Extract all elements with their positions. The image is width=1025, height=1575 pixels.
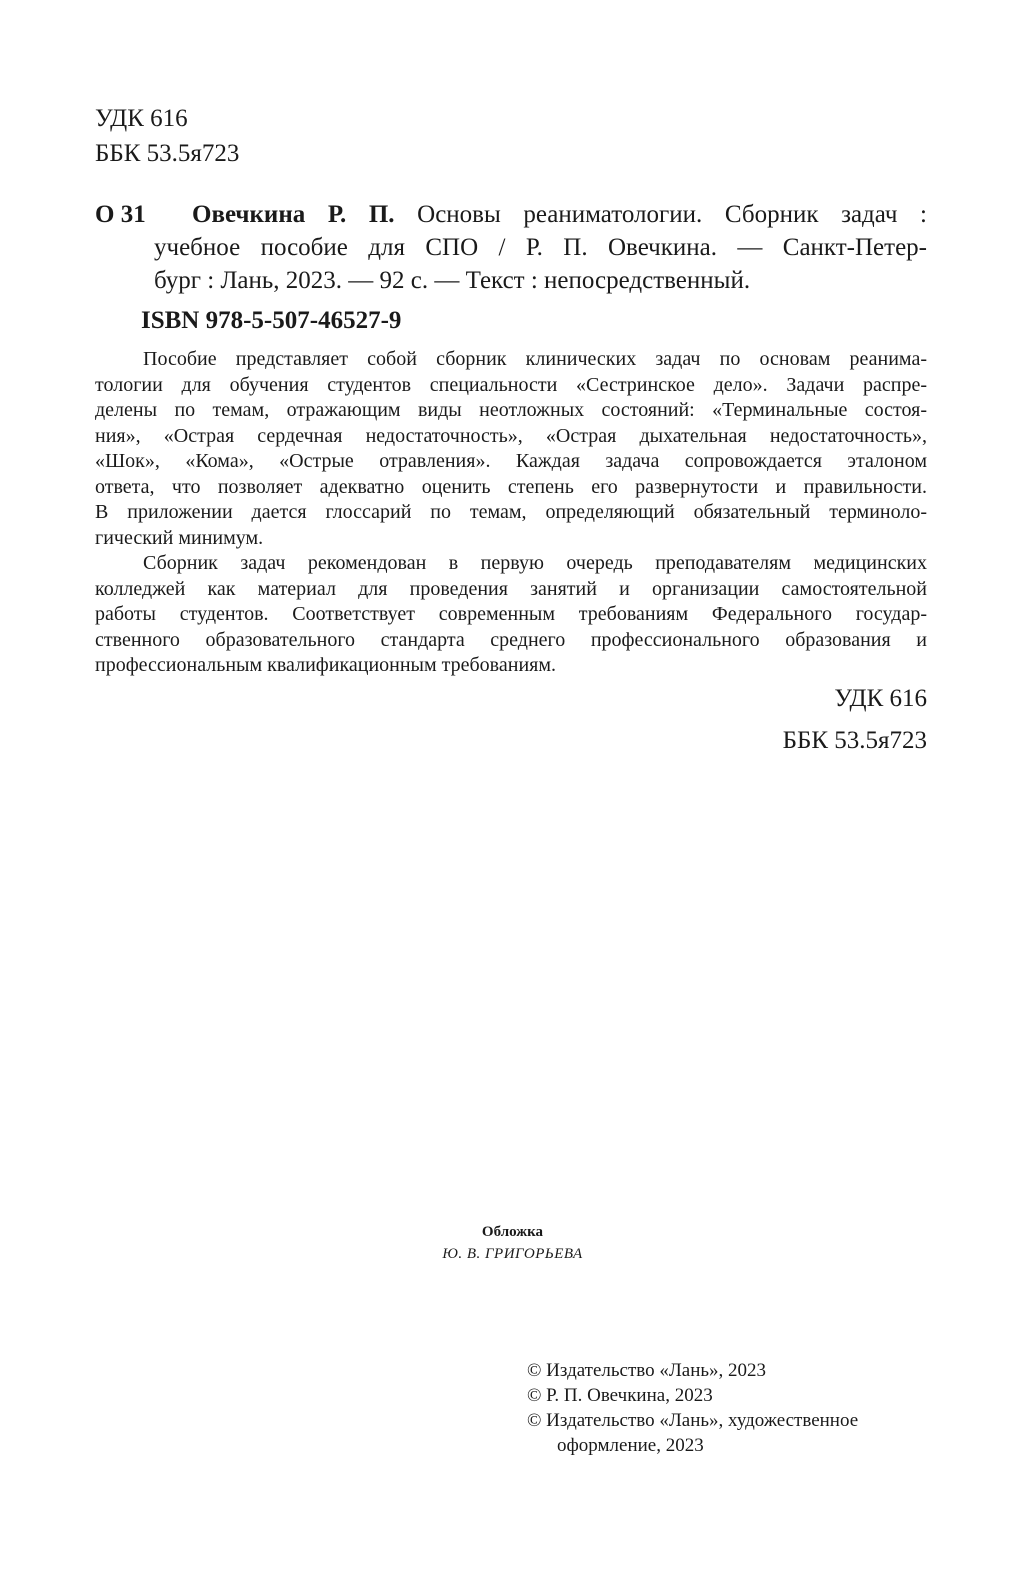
bibliographic-entry (154, 198, 927, 297)
abstract-line: Пособие представляет собой сборник клинических задач по основам реанима- (143, 348, 927, 370)
bibliographic-line-1 (154, 198, 927, 231)
bbk-top: ББК 53.5я723 (95, 140, 240, 167)
abstract-line: делены по темам, отражающим виды неотложных состояний: «Терминальные состоя- (95, 399, 927, 421)
author-sign-code: О 31 (95, 201, 146, 228)
abstract-line: В приложении дается глоссарий по темам, определяющий обязательный терминоло- (95, 501, 927, 523)
abstract-line: гический минимум. (95, 526, 264, 549)
abstract-line: колледжей как материал для проведения занятий и организации самостоятельной (95, 577, 927, 600)
copyright-publisher: © Издательство «Лань», 2023 (527, 1360, 767, 1381)
udk-top: УДК 616 (95, 105, 188, 132)
udk-bottom: УДК 616 (834, 685, 927, 712)
cover-designer: Ю. В. ГРИГОРЬЕВА (442, 1246, 583, 1262)
abstract-line: Сборник задач рекомендован в первую очередь преподавателям медицинских (143, 552, 927, 574)
copyright-design-continued: оформление, 2023 (557, 1435, 704, 1456)
abstract-line: работы студентов. Соответствует современным требованиям Федерального государ- (95, 603, 927, 625)
bibliographic-record (95, 198, 927, 297)
isbn: ISBN 978-5-507-46527-9 (141, 307, 402, 334)
bibliographic-line-2: учебное пособие для СПО / Р. П. Овечкина. — Санкт-Петер- (154, 234, 927, 261)
copyright-design: © Издательство «Лань», художественное (527, 1410, 859, 1431)
book-title: Основы реаниматологии. Сборник задач : (417, 201, 927, 228)
abstract-line: «Шок», «Кома», «Острые отравления». Каждая задача сопровождается эталоном (95, 450, 927, 472)
copyright-author: © Р. П. Овечкина, 2023 (527, 1385, 713, 1406)
abstract-line: профессиональным квалификационным требованиям. (95, 654, 556, 676)
cover-label (0, 1222, 1025, 1242)
author-name: Овечкина Р. П. (192, 201, 395, 228)
abstract-line: ния», «Острая сердечная недостаточность», «Острая дыхательная недостаточность», (95, 424, 927, 447)
bbk-bottom: ББК 53.5я723 (782, 727, 927, 754)
cover-label-text: Обложка (481, 1224, 544, 1240)
bibliographic-line-3: бург : Лань, 2023. — 92 с. — Текст : непосредственный. (154, 267, 751, 294)
abstract (95, 347, 927, 679)
abstract-line: ственного образовательного стандарта среднего профессионального образования и (95, 628, 927, 651)
abstract-line: ответа, что позволяет адекватно оценить степень его развернутости и правильности. (95, 475, 927, 498)
copyright-block (527, 1358, 947, 1458)
abstract-line: тологии для обучения студентов специальности «Сестринское дело». Задачи распре- (95, 373, 927, 396)
